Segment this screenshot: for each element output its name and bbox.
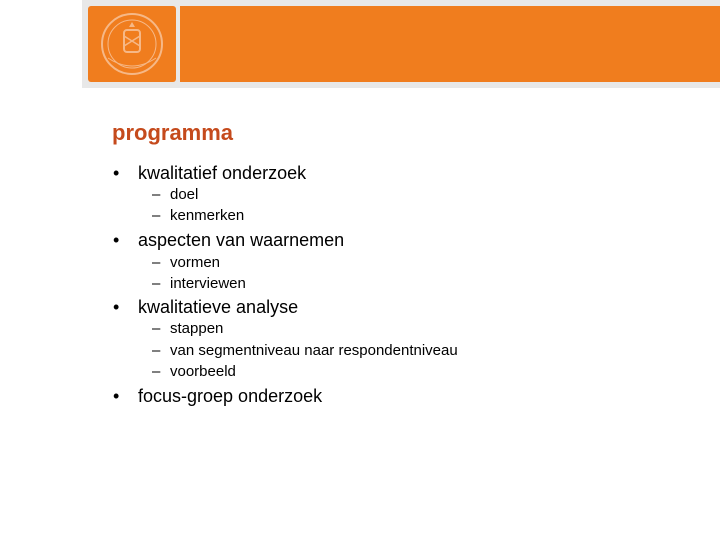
sub-bullet-item: voorbeeld (170, 363, 236, 380)
sub-bullet-dash: – (152, 342, 161, 359)
bullet-marker: • (113, 386, 120, 406)
sub-bullet-item: doel (170, 186, 199, 203)
slide-title: programma (112, 120, 234, 145)
sub-bullet-item: stappen (170, 320, 224, 337)
bullet-marker: • (113, 163, 120, 183)
bullet-item: focus-groep onderzoek (138, 386, 323, 406)
sub-bullet-item: interviewen (170, 275, 246, 292)
sub-bullet-dash: – (152, 254, 161, 271)
sub-bullet-item: vormen (170, 254, 221, 271)
sub-bullet-dash: – (152, 363, 161, 380)
bullet-item: aspecten van waarnemen (138, 230, 345, 250)
bullet-item: kwalitatief onderzoek (138, 163, 307, 183)
sub-bullet-item: kenmerken (170, 207, 245, 224)
sub-bullet-dash: – (152, 275, 161, 292)
bullet-item: kwalitatieve analyse (138, 297, 299, 317)
bullet-marker: • (113, 230, 120, 250)
bullet-marker: • (113, 297, 120, 317)
sub-bullet-dash: – (152, 207, 161, 224)
sub-bullet-dash: – (152, 320, 161, 337)
sub-bullet-dash: – (152, 186, 161, 203)
sub-bullet-item: van segmentniveau naar respondentniveau (170, 342, 458, 359)
